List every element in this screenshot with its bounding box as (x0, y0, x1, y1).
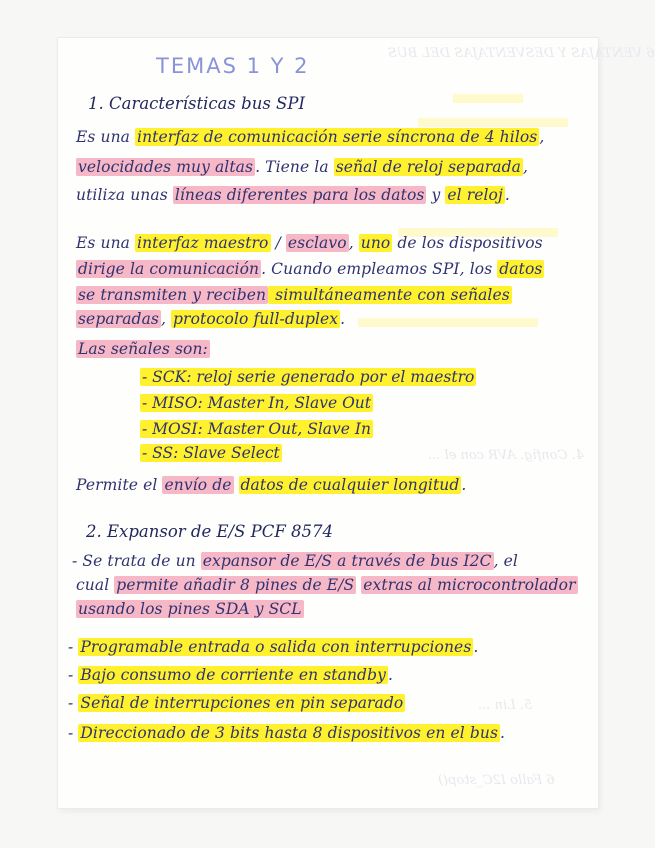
text-segment: Es una (76, 128, 136, 146)
text-segment: . (340, 310, 346, 328)
text-segment: - (68, 694, 79, 712)
text-segment: . (461, 476, 467, 494)
text-segment (234, 476, 239, 494)
text-segment: , (348, 234, 359, 252)
signal-item: - MISO: Master In, Slave Out (142, 394, 371, 412)
text-segment: utiliza unas (76, 186, 173, 204)
s1-p2-line (76, 286, 512, 304)
highlighted-text: datos (499, 260, 543, 278)
highlighted-text: velocidades muy altas (78, 158, 254, 176)
highlighted-text: el reloj (447, 186, 503, 204)
text-segment: , (523, 158, 529, 176)
bleed-through-text: 5. Lin ... (478, 698, 533, 713)
text-segment: . Cuando empleamos SPI, los (261, 260, 498, 278)
highlighted-text: separadas (78, 310, 159, 328)
highlighted-text: envío de (164, 476, 232, 494)
text-segment: Permite el (76, 476, 163, 494)
highlighted-text: interfaz maestro (137, 234, 269, 252)
text-segment: y (426, 186, 446, 204)
highlighted-text: se transmiten y reciben (78, 286, 267, 304)
text-segment: de los dispositivos (392, 234, 543, 252)
highlighted-text: extras al microcontrolador (363, 576, 576, 594)
s1-p3-line (76, 476, 466, 494)
s2-bullet (68, 724, 505, 742)
highlighted-text: usando los pines SDA y SCL (78, 600, 302, 618)
text-segment: , el (493, 552, 518, 570)
s1-p1-line (76, 158, 528, 176)
bleed-through-text: 4. Config. AVR con el ... (428, 448, 584, 463)
highlighted-text: expansor de E/S a través de bus I2C (202, 552, 492, 570)
text-segment: Es una (76, 234, 136, 252)
s2-bullet (68, 694, 405, 712)
s2-p1-line (72, 552, 518, 570)
text-segment: . (504, 186, 510, 204)
text-segment: . (500, 724, 506, 742)
s2-p1-line (76, 600, 304, 618)
text-segment: , (160, 310, 172, 328)
notebook-page (58, 38, 655, 808)
highlighted-text: Direccionado de 3 bits hasta 8 dispositivos en el bus (80, 724, 499, 742)
highlighted-text: líneas diferentes para los datos (174, 186, 425, 204)
text-segment: , (539, 128, 545, 146)
signals-label: Las señales son: (78, 340, 208, 358)
s1-p2-line (76, 260, 544, 278)
s1-p1-line (76, 186, 510, 204)
signal-item: - MOSI: Master Out, Slave In (142, 420, 371, 438)
s1-p2-line (76, 234, 543, 252)
text-segment: / (270, 234, 286, 252)
highlighted-text: interfaz de comunicación serie síncrona de 4 hilos (137, 128, 538, 146)
text-segment: - (68, 666, 79, 684)
s2-bullet (68, 666, 393, 684)
text-segment: . (473, 638, 479, 656)
highlighted-text: Programable entrada o salida con interrupciones (80, 638, 472, 656)
section-2-heading: 2. Expansor de E/S PCF 8574 (86, 522, 334, 541)
s2-p1-line (76, 576, 578, 594)
highlighted-text: permite añadir 8 pines de E/S (116, 576, 355, 594)
text-segment: . Tiene la (255, 158, 334, 176)
highlighted-text: esclavo (287, 234, 347, 252)
highlighted-text: dirige la comunicación (78, 260, 260, 278)
bleed-through-text: 6 Fallo I2C_stop() (438, 773, 555, 788)
highlighted-text: señal de reloj separada (335, 158, 521, 176)
s1-p1-line (76, 128, 544, 146)
highlighted-text: Señal de interrupciones en pin separado (80, 694, 404, 712)
page-title: TEMAS 1 Y 2 (156, 54, 310, 78)
bleed-through-text: 6 VENTAJAS Y DESVENTAJAS DEL BUS (388, 46, 655, 61)
text-segment: - Se trata de un (72, 552, 201, 570)
highlighted-text: simultáneamente con señales (270, 286, 510, 304)
highlighted-text: datos de cualquier longitud (240, 476, 460, 494)
section-1-heading: 1. Características bus SPI (88, 94, 305, 113)
text-segment: - (68, 724, 79, 742)
highlighted-text: Bajo consumo de corriente en standby (80, 666, 386, 684)
highlighted-text: protocolo full-duplex (173, 310, 339, 328)
text-segment: . (387, 666, 393, 684)
signal-item: - SS: Slave Select (142, 444, 280, 462)
signal-item: - SCK: reloj serie generado por el maestro (142, 368, 475, 386)
s1-p2-line (76, 310, 345, 328)
s2-bullet (68, 638, 478, 656)
highlighted-text: uno (360, 234, 391, 252)
text-segment: - (68, 638, 79, 656)
text-segment: cual (76, 576, 115, 594)
